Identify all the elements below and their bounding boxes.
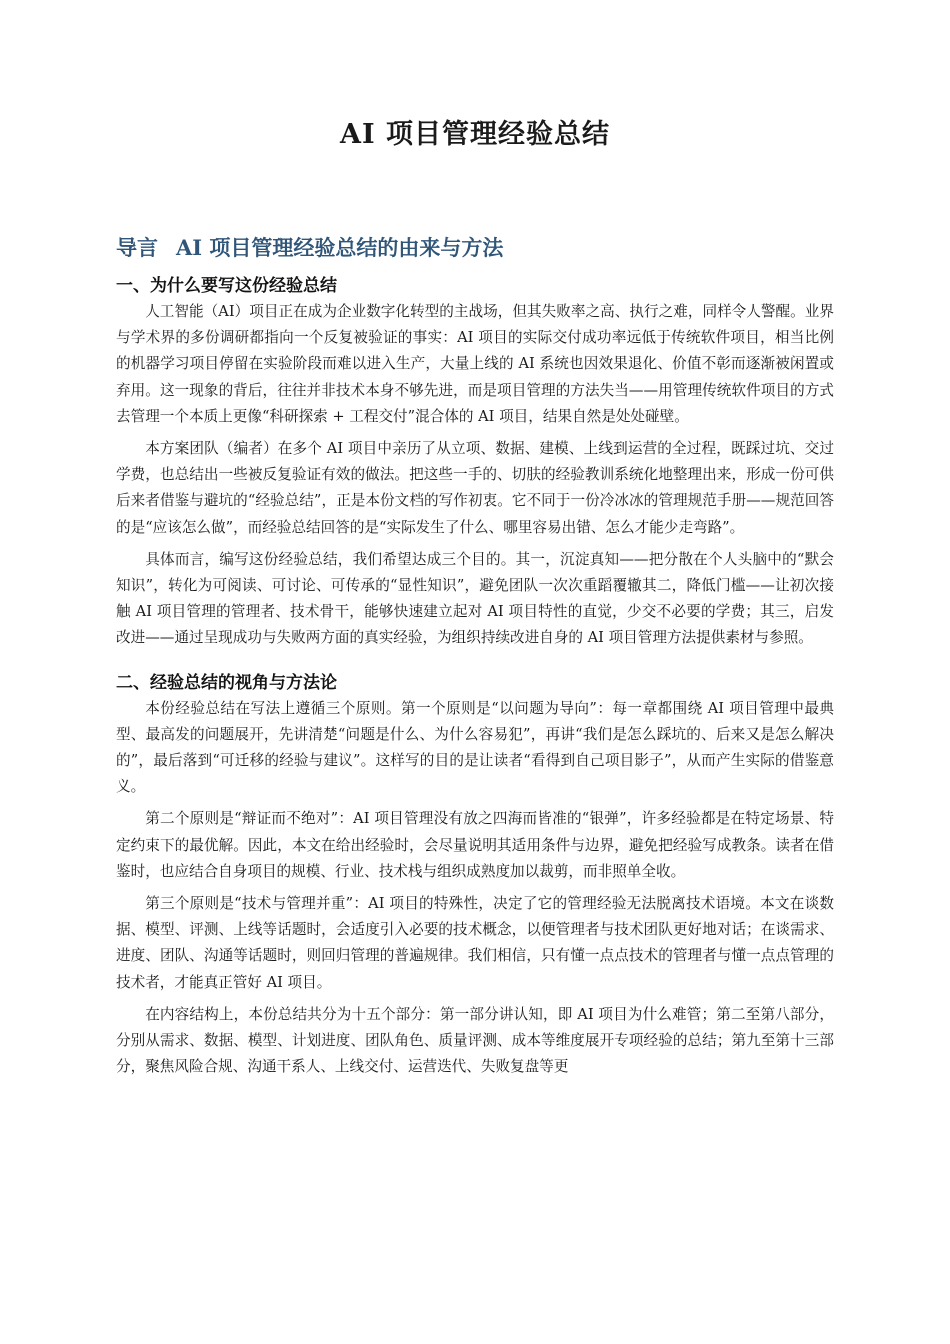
body-paragraph: 人工智能（AI）项目正在成为企业数字化转型的主战场，但其失败率之高、执行之难，同样令人警醒。业界与学术界的多份调研都指向一个反复被验证的事实：AI 项目的实际交付成功率远低于传统软件项目，相当比例的机器学习项目停留在实验阶段而难以进入生产，大量上线的 AI 系统也因效果退化、价值不彰而逐渐被闲置或弃用。这一现象的背后，往往并非技术本身不够先进，而是项目管理的方法失当——用管理传统软件项目的方式去管理一个本质上更像“科研探索 + 工程交付”混合体的 AI 项目，结果自然是处处碰壁。	[116, 303, 834, 425]
chapter-heading	[116, 233, 834, 263]
body-paragraph: 具体而言，编写这份经验总结，我们希望达成三个目的。其一，沉淀真知——把分散在个人头脑中的“默会知识”，转化为可阅读、可讨论、可传承的“显性知识”，避免团队一次次重蹈覆辙其二，降低门槛——让初次接触 AI 项目管理的管理者、技术骨干，能够快速建立起对 AI 项目特性的直觉，少交不必要的学费；其三，启发改进——通过呈现成功与失败两方面的真实经验，为组织持续改进自身的 AI 项目管理方法提供素材与参照。	[116, 550, 834, 647]
body-paragraph: 本方案团队（编者）在多个 AI 项目中亲历了从立项、数据、建模、上线到运营的全过程，既踩过坑、交过学费，也总结出一些被反复验证有效的做法。把这些一手的、切肤的经验教训系统化地整理出来，形成一份可供后来者借鉴与避坑的“经验总结”，正是本份文档的写作初衷。它不同于一份冷冰冰的管理规范手册——规范回答的是“应该怎么做”，而经验总结回答的是“实际发生了什么、哪里容易出错、怎么才能少走弯路”。	[116, 440, 834, 536]
document-title: AI 项目管理经验总结	[340, 119, 610, 150]
chapter-title-text: AI 项目管理经验总结的由来与方法	[176, 235, 504, 260]
section-why-write	[116, 273, 834, 652]
section-heading: 二、经验总结的视角与方法论	[116, 672, 337, 693]
body-paragraph: 第三个原则是“技术与管理并重”：AI 项目的特殊性，决定了它的管理经验无法脱离技术语境。本文在谈数据、模型、评测、上线等话题时，会适度引入必要的技术概念，以便管理者与技术团队更好地对话；在谈需求、进度、团队、沟通等话题时，则回归管理的普遍规律。我们相信，只有懂一点点技术的管理者与懂一点点管理的技术者，才能真正管好 AI 项目。	[116, 895, 834, 991]
section-perspective-methodology	[116, 670, 834, 1081]
section-heading: 一、为什么要写这份经验总结	[116, 276, 337, 296]
body-paragraph: 在内容结构上，本份总结共分为十五个部分：第一部分讲认知，即 AI 项目为什么难管；第二至第八部分，分别从需求、数据、模型、计划进度、团队角色、质量评测、成本等维度展开专项经验的总结；第九至第十三部分，聚焦风险合规、沟通干系人、上线交付、运营迭代、失败复盘等更	[116, 1005, 834, 1076]
body-paragraph: 第二个原则是“辩证而不绝对”：AI 项目管理没有放之四海而皆准的“银弹”，许多经验都是在特定场景、特定约束下的最优解。因此，本文在给出经验时，会尽量说明其适用条件与边界，避免把经验写成教条。读者在借鉴时，也应结合自身项目的规模、行业、技术栈与组织成熟度加以裁剪，而非照单全收。	[116, 810, 834, 880]
body-paragraph: 本份经验总结在写法上遵循三个原则。第一个原则是“以问题为导向”：每一章都围绕 AI 项目管理中最典型、最高发的问题展开，先讲清楚“问题是什么、为什么容易犯”，再讲“我们是怎么踩坑的、后来又是怎么解决的”，最后落到“可迁移的经验与建议”。这样写的目的是让读者“看得到自己项目影子”，从而产生实际的借鉴意义。	[116, 699, 834, 796]
chapter-label: 导言	[116, 235, 158, 260]
